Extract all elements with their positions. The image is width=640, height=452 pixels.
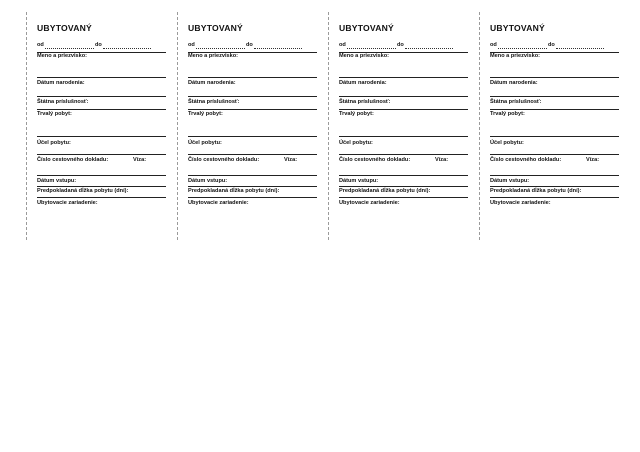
visa-label: Víza: <box>435 157 449 163</box>
name-line[interactable] <box>37 77 166 78</box>
expected-length-label: Predpokladaná dĺžka pobytu (dní): <box>339 188 431 194</box>
document-number-label: Číslo cestovného dokladu: <box>339 157 411 163</box>
od-field[interactable] <box>45 48 94 49</box>
expected-length-label: Predpokladaná dĺžka pobytu (dní): <box>490 188 582 194</box>
residence-label: Trvalý pobyt: <box>188 111 223 117</box>
nationality-line[interactable] <box>339 109 468 110</box>
birth-line[interactable] <box>490 96 619 97</box>
document-line[interactable] <box>188 175 317 176</box>
purpose-label: Účel pobytu: <box>490 140 524 146</box>
card-title: UBYTOVANÝ <box>188 23 243 33</box>
visa-label: Víza: <box>284 157 298 163</box>
date-range <box>490 42 616 52</box>
purpose-line[interactable] <box>339 154 468 155</box>
guest-card <box>188 0 322 240</box>
birth-line[interactable] <box>37 96 166 97</box>
do-field[interactable] <box>254 48 302 49</box>
nationality-line[interactable] <box>188 109 317 110</box>
guest-card <box>37 0 171 240</box>
name-line[interactable] <box>490 77 619 78</box>
nationality-label: Štátna príslušnosť: <box>339 99 391 105</box>
residence-line[interactable] <box>490 136 619 137</box>
entry-date-label: Dátum vstupu: <box>188 178 228 184</box>
od-label: od <box>490 42 497 48</box>
cut-line <box>177 12 178 240</box>
purpose-line[interactable] <box>490 154 619 155</box>
visa-label: Víza: <box>133 157 147 163</box>
expected-length-label: Predpokladaná dĺžka pobytu (dní): <box>188 188 280 194</box>
do-field[interactable] <box>103 48 151 49</box>
do-label: do <box>397 42 404 48</box>
od-field[interactable] <box>498 48 547 49</box>
purpose-label: Účel pobytu: <box>188 140 222 146</box>
purpose-label: Účel pobytu: <box>37 140 71 146</box>
nationality-line[interactable] <box>37 109 166 110</box>
entry-date-label: Dátum vstupu: <box>490 178 530 184</box>
entry-date-label: Dátum vstupu: <box>339 178 379 184</box>
od-label: od <box>188 42 195 48</box>
facility-label: Ubytovacie zariadenie: <box>37 200 98 206</box>
name-label: Meno a priezvisko: <box>490 53 541 59</box>
facility-label: Ubytovacie zariadenie: <box>490 200 551 206</box>
nationality-label: Štátna príslušnosť: <box>188 99 240 105</box>
od-label: od <box>339 42 346 48</box>
guest-card <box>339 0 473 240</box>
date-range <box>188 42 314 52</box>
cut-line <box>328 12 329 240</box>
od-field[interactable] <box>196 48 245 49</box>
guest-card <box>490 0 624 240</box>
entry-date-line[interactable] <box>188 186 317 187</box>
facility-label: Ubytovacie zariadenie: <box>188 200 249 206</box>
expected-length-label: Predpokladaná dĺžka pobytu (dní): <box>37 188 129 194</box>
birth-label: Dátum narodenia: <box>188 80 236 86</box>
residence-label: Trvalý pobyt: <box>490 111 525 117</box>
cut-line <box>479 12 480 240</box>
do-field[interactable] <box>405 48 453 49</box>
residence-label: Trvalý pobyt: <box>37 111 72 117</box>
nationality-label: Štátna príslušnosť: <box>490 99 542 105</box>
do-label: do <box>95 42 102 48</box>
name-label: Meno a priezvisko: <box>37 53 88 59</box>
do-field[interactable] <box>556 48 604 49</box>
do-label: do <box>548 42 555 48</box>
birth-label: Dátum narodenia: <box>490 80 538 86</box>
birth-label: Dátum narodenia: <box>339 80 387 86</box>
do-label: do <box>246 42 253 48</box>
purpose-label: Účel pobytu: <box>339 140 373 146</box>
facility-label: Ubytovacie zariadenie: <box>339 200 400 206</box>
date-range <box>339 42 465 52</box>
expected-length-line[interactable] <box>188 197 317 198</box>
name-label: Meno a priezvisko: <box>188 53 239 59</box>
birth-line[interactable] <box>339 96 468 97</box>
od-label: od <box>37 42 44 48</box>
document-line[interactable] <box>490 175 619 176</box>
purpose-line[interactable] <box>37 154 166 155</box>
date-range <box>37 42 163 52</box>
nationality-label: Štátna príslušnosť: <box>37 99 89 105</box>
document-number-label: Číslo cestovného dokladu: <box>188 157 260 163</box>
document-number-label: Číslo cestovného dokladu: <box>37 157 109 163</box>
visa-label: Víza: <box>586 157 600 163</box>
card-title: UBYTOVANÝ <box>490 23 545 33</box>
expected-length-line[interactable] <box>490 197 619 198</box>
name-line[interactable] <box>339 77 468 78</box>
entry-date-line[interactable] <box>339 186 468 187</box>
residence-line[interactable] <box>188 136 317 137</box>
entry-date-label: Dátum vstupu: <box>37 178 77 184</box>
cut-line <box>26 12 27 240</box>
card-title: UBYTOVANÝ <box>339 23 394 33</box>
name-label: Meno a priezvisko: <box>339 53 390 59</box>
expected-length-line[interactable] <box>339 197 468 198</box>
expected-length-line[interactable] <box>37 197 166 198</box>
birth-line[interactable] <box>188 96 317 97</box>
od-field[interactable] <box>347 48 396 49</box>
residence-line[interactable] <box>339 136 468 137</box>
name-line[interactable] <box>188 77 317 78</box>
residence-line[interactable] <box>37 136 166 137</box>
document-line[interactable] <box>339 175 468 176</box>
purpose-line[interactable] <box>188 154 317 155</box>
entry-date-line[interactable] <box>490 186 619 187</box>
entry-date-line[interactable] <box>37 186 166 187</box>
document-line[interactable] <box>37 175 166 176</box>
birth-label: Dátum narodenia: <box>37 80 85 86</box>
residence-label: Trvalý pobyt: <box>339 111 374 117</box>
card-title: UBYTOVANÝ <box>37 23 92 33</box>
document-number-label: Číslo cestovného dokladu: <box>490 157 562 163</box>
nationality-line[interactable] <box>490 109 619 110</box>
